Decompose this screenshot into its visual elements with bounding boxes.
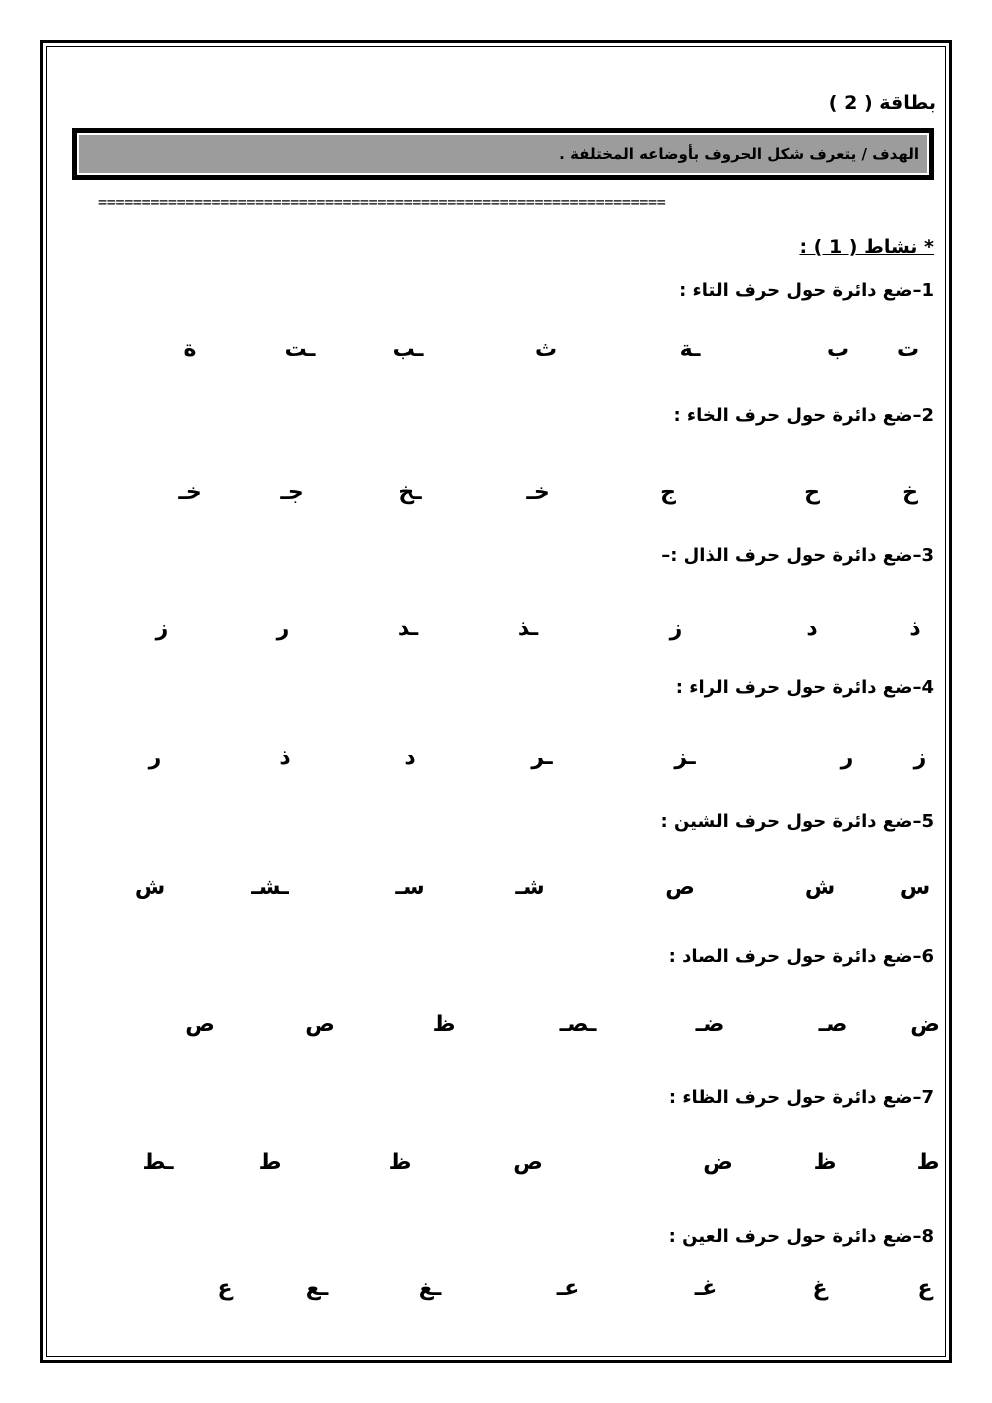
letter-option[interactable]: ش: [134, 875, 166, 900]
question-prompt: 7–ضع دائرة حول حرف الظاء :: [668, 1087, 934, 1108]
letter-option[interactable]: ز: [155, 616, 169, 641]
letter-option[interactable]: ش: [804, 875, 836, 900]
letter-option[interactable]: ـد: [397, 616, 419, 641]
letter-option[interactable]: ظ: [813, 1150, 837, 1175]
question-prompt: 1–ضع دائرة حول حرف التاء :: [679, 280, 934, 301]
letter-option[interactable]: ذ: [909, 616, 921, 641]
letter-option[interactable]: ـز: [674, 745, 696, 770]
letter-option[interactable]: ـر: [531, 745, 553, 770]
letter-option[interactable]: ص: [513, 1150, 543, 1175]
letter-option[interactable]: ز: [669, 616, 683, 641]
letter-option[interactable]: غ: [812, 1276, 828, 1301]
letter-option[interactable]: د: [806, 616, 818, 641]
letter-option[interactable]: ث: [534, 337, 558, 362]
letter-option[interactable]: خـ: [526, 480, 550, 505]
letter-option[interactable]: شـ: [515, 875, 545, 900]
letter-option[interactable]: ت: [896, 337, 920, 362]
letter-option[interactable]: ة: [183, 337, 197, 362]
question-prompt: 4–ضع دائرة حول حرف الراء :: [675, 677, 934, 698]
letter-option[interactable]: ز: [913, 745, 927, 770]
question-prompt: 5–ضع دائرة حول حرف الشين :: [660, 811, 934, 832]
letter-option[interactable]: ح: [804, 480, 820, 505]
letter-option[interactable]: ض: [910, 1012, 940, 1037]
letter-option[interactable]: ضـ: [695, 1012, 725, 1037]
letter-option[interactable]: جـ: [280, 480, 304, 505]
letter-option[interactable]: س: [899, 875, 931, 900]
letter-option[interactable]: ـذ: [517, 616, 539, 641]
letter-option[interactable]: ط: [258, 1150, 282, 1175]
activity-title: * نشاط ( 1 ) :: [799, 236, 934, 258]
separator-line: =================================================================: [98, 193, 666, 211]
letter-option[interactable]: خـ: [178, 480, 202, 505]
question-prompt: 8–ضع دائرة حول حرف العين :: [668, 1226, 934, 1247]
letter-option[interactable]: خ: [902, 480, 918, 505]
letter-option[interactable]: ص: [305, 1012, 335, 1037]
question-prompt: 2–ضع دائرة حول حرف الخاء :: [673, 405, 934, 426]
letter-option[interactable]: عـ: [556, 1276, 580, 1301]
letter-option[interactable]: ط: [916, 1150, 940, 1175]
question-prompt: 3–ضع دائرة حول حرف الذال :–: [661, 545, 934, 566]
letter-option[interactable]: ـشـ: [251, 875, 289, 900]
letter-option[interactable]: ع: [917, 1276, 933, 1301]
letter-option[interactable]: صـ: [818, 1012, 848, 1037]
question-prompt: 6–ضع دائرة حول حرف الصاد :: [668, 946, 934, 967]
letter-option[interactable]: ج: [660, 480, 676, 505]
letter-option[interactable]: ظ: [432, 1012, 456, 1037]
letter-option[interactable]: ـة: [679, 337, 701, 362]
letter-option[interactable]: ـخ: [398, 480, 422, 505]
letter-option[interactable]: ـصـ: [559, 1012, 597, 1037]
goal-text: الهدف / يتعرف شكل الحروف بأوضاعه المختلفة .: [77, 133, 929, 175]
letter-option[interactable]: ـع: [305, 1276, 329, 1301]
letter-option[interactable]: ـغ: [418, 1276, 442, 1301]
letter-option[interactable]: ع: [217, 1276, 233, 1301]
letter-option[interactable]: غـ: [694, 1276, 718, 1301]
letter-option[interactable]: ض: [703, 1150, 733, 1175]
letter-option[interactable]: ب: [826, 337, 850, 362]
letter-option[interactable]: ر: [148, 745, 162, 770]
letter-option[interactable]: ر: [840, 745, 854, 770]
letter-option[interactable]: ذ: [279, 745, 291, 770]
letter-option[interactable]: ص: [185, 1012, 215, 1037]
letter-option[interactable]: سـ: [395, 875, 425, 900]
letter-option[interactable]: د: [404, 745, 416, 770]
letter-option[interactable]: ـت: [284, 337, 316, 362]
letter-option[interactable]: ـط: [142, 1150, 174, 1175]
letter-option[interactable]: ص: [665, 875, 695, 900]
goal-box: [72, 128, 934, 180]
letter-option[interactable]: ـب: [392, 337, 424, 362]
letter-option[interactable]: ظ: [388, 1150, 412, 1175]
card-title: بطاقة ( 2 ): [828, 92, 936, 114]
letter-option[interactable]: ر: [276, 616, 290, 641]
